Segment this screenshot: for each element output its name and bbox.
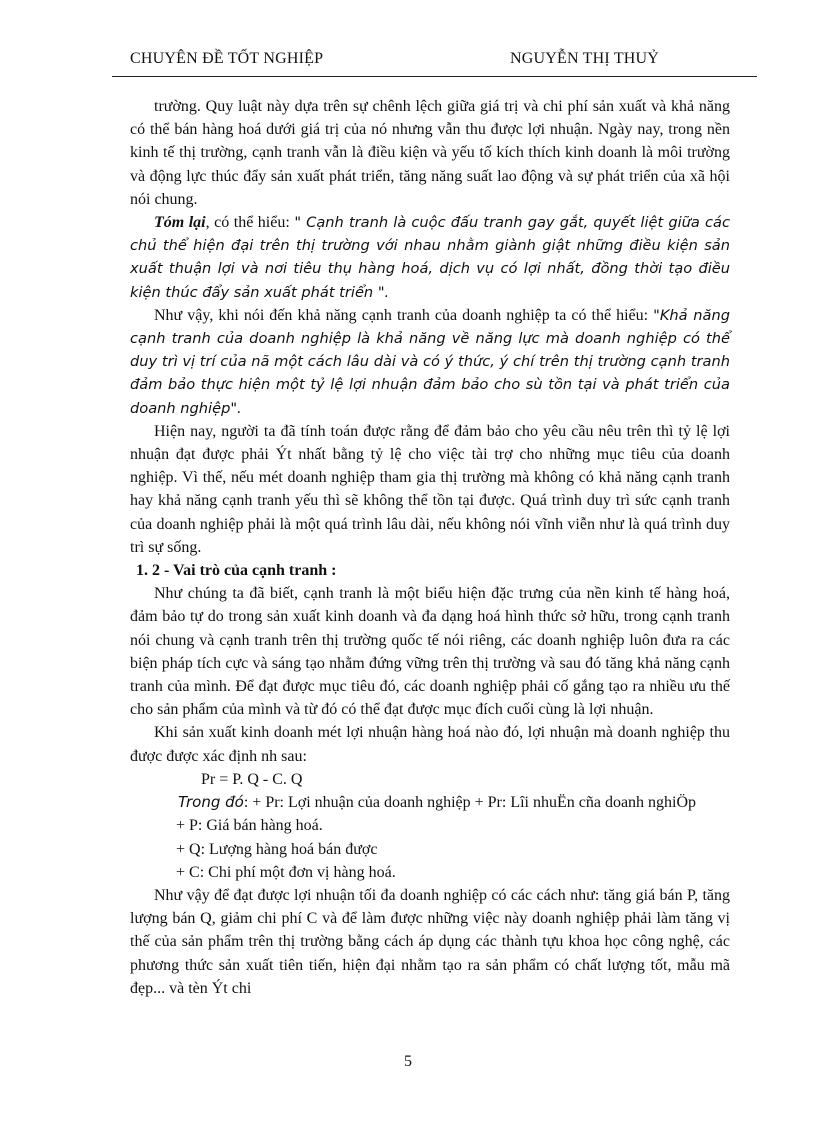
legend-item-c: + C: Chi phí một đơn vị hàng hoá. xyxy=(176,863,396,881)
paragraph-3-plain: Như vậy, khi nói đến khả năng cạnh tranh của doanh nghiệp ta có thể hiểu: xyxy=(154,306,654,324)
page-number: 5 xyxy=(404,1053,412,1070)
page-header xyxy=(112,50,757,76)
paragraph-1: trường. Quy luật này dựa trên sự chênh lệch giữa giá trị và chi phí sản xuất và khả năng có thể bán hàng hoá dưới giá trị của nó nhưng vẫn thu được lợi nhuận. Ngày nay, trong nền kinh tế thị trường, cạnh tranh vẫn là điều kiện và yếu tố kích thích kinh doanh là môi trường và động lực thúc đẩy sản xuất phát triển, tăng năng suất lao động và sự phát triển của xã hội nói chung. xyxy=(130,98,730,208)
paragraph-6: Khi sản xuất kinh doanh mét lợi nhuận hàng hoá nào đó, lợi nhuận mà doanh nghiệp thu được được xác định nh sau: xyxy=(130,724,730,765)
paragraph-3 xyxy=(130,304,730,420)
header-title: CHUYÊN ĐỀ TỐT NGHIỆP xyxy=(130,50,324,67)
paragraph-2 xyxy=(130,211,730,304)
header-divider xyxy=(112,76,757,77)
document-body xyxy=(130,95,730,1000)
legend-item-q: + Q: Lượng hàng hoá bán được xyxy=(176,840,378,858)
header-author: NGUYỄN THỊ THUỶ xyxy=(510,50,660,67)
profit-formula: Pr = P. Q - C. Q xyxy=(201,770,303,788)
formula-legend xyxy=(130,791,730,814)
formula-legend-text: : + Pr: Lợi nhuận của doanh nghiệp + Pr: Lîi nhuËn cña doanh nghiÖp xyxy=(243,794,697,812)
section-heading: 1. 2 - Vai trò của cạnh tranh : xyxy=(136,562,337,580)
legend-item-p: + P: Giá bán hàng hoá. xyxy=(176,817,323,835)
paragraph-3-quote: "Khả năng cạnh tranh của doanh nghiệp là khả năng về năng lực mà doanh nghiệp có thể duy trì vị trí của nã một cách lâu dài và có ý thức, ý chí trên thị trường cạnh tranh đảm bảo thực hiện một tỷ lệ lợi nhuận đảm bảo cho sù tồn tại và phát triển của doanh nghiệp". xyxy=(130,306,730,417)
paragraph-4: Hiện nay, người ta đã tính toán được rằng để đảm bảo cho yêu cầu nêu trên thì tỷ lệ lợi nhuận đạt được phải Ýt nhất bằng tỷ lệ cho việc tài trợ cho những mục tiêu của doanh nghiệp. Vì thế, nếu mét doanh nghiệp tham gia thị trường mà không có khả năng cạnh tranh hay khả năng cạnh tranh yếu thì sẽ không thể tồn tại được. Quá trình duy trì sức cạnh tranh của doanh nghiệp phải là một quá trình lâu dài, nếu không nói vĩnh viễn như là quá trình duy trì sự sống. xyxy=(130,422,730,556)
paragraph-5: Như chúng ta đã biết, cạnh tranh là một biểu hiện đặc trưng của nền kinh tế hàng hoá, đảm bảo tự do trong sản xuất kinh doanh và đa dạng hoá hình thức sở hữu, trong cạnh tranh nói chung và cạnh tranh trên thị trường quốc tế nói riêng, các doanh nghiệp luôn đưa ra các biện pháp tích cực và sáng tạo nhằm đứng vững trên thị trường và sau đó tăng khả năng cạnh tranh của mình. Để đạt được mục tiêu đó, các doanh nghiệp phải cố gắng tạo ra nhiều ưu thế cho sản phẩm của mình và từ đó có thể đạt được mục đích cuối cùng là lợi nhuận. xyxy=(130,585,730,719)
paragraph-2-mid: , có thể hiểu: xyxy=(205,214,295,232)
paragraph-2-lead: Tóm lại xyxy=(154,214,206,232)
paragraph-7: Như vậy để đạt được lợi nhuận tối đa doanh nghiệp có các cách như: tăng giá bán P, tăng lượng bán Q, giảm chi phí C và để làm được những việc này doanh nghiệp phải làm tăng vị thế của sản phẩm trên thị trường bằng cách áp dụng các thành tựu khoa học công nghệ, các phương thức sản xuất tiên tiến, hiện đại nhằm tạo ra sản phẩm có chất lượng tốt, mẫu mã đẹp... và tèn Ýt chi xyxy=(130,886,730,997)
formula-legend-label: Trong đó xyxy=(178,793,244,812)
paragraph-2-quote: " Cạnh tranh là cuộc đấu tranh gay gắt, quyết liệt giữa các chủ thể hiện đại trên thị trường với nhau nhằm giành giật những điều kiện sản xuất thuận lợi và nơi tiêu thụ hàng hoá, dịch vụ có lợi nhất, đồng thời tạo điều kiện thúc đẩy sản xuất phát triển ". xyxy=(130,214,731,301)
